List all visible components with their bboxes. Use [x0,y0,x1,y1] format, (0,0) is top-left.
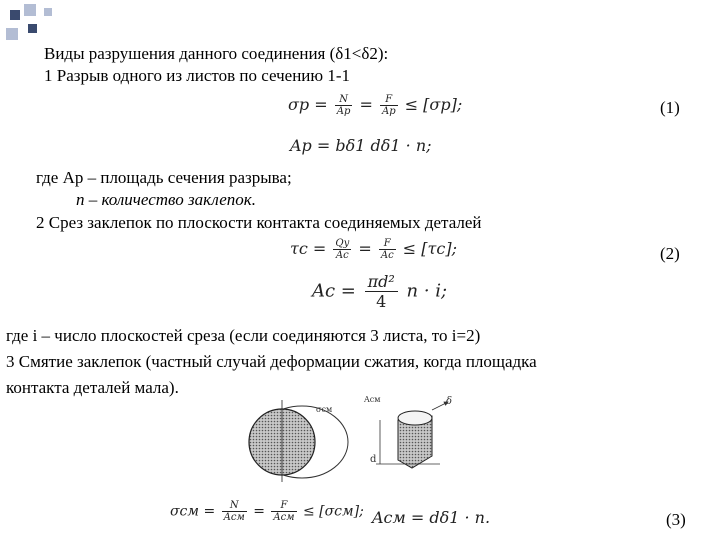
label-delta: δ [446,396,453,407]
label-area-cm: Aсм [364,395,381,404]
label-sigma-cm: σсм [316,405,333,414]
formula-1-frac-2: $\frac{F}{Ap}$ [381,94,396,117]
formula-2-area [312,272,447,311]
text-2-line-2: 3 Смятие заклепок (частный случай деформации сжатия, когда площадка [6,352,537,371]
text-1-line-2: n – количество заклепок. [76,190,256,209]
heading-line-1: Виды разрушения данного соединения (δ1<δ2): [44,44,389,63]
formula-1-frac-1: $\frac{N}{Ap}$ [336,94,351,117]
formula-1-area: Ap = bδ1 dδ1 · n; [290,136,432,155]
text-2-line-3: контакта деталей мала). [6,378,179,397]
formula-2-lhs: τc = [290,239,327,258]
formula-2 [290,238,457,261]
formula-3-number: (3) [666,510,686,529]
heading-line-2: 1 Разрыв одного из листов по сечению 1-1 [44,66,351,85]
formula-2-eq: = [358,239,372,258]
formula-2-area-frac: $\frac{\text{πd²}}{4}$ [365,272,398,311]
formula-1-lhs: σp = [288,95,328,114]
formula-3 [170,500,364,523]
formula-2-rhs: ≤ [τc]; [402,239,457,258]
formula-2-area-lhs: Ac = [312,280,356,302]
formula-3-frac-1: $\frac{N}{\text{Aсм}}$ [223,500,245,523]
formula-1-number: (1) [660,98,680,117]
formula-1 [288,94,462,117]
formula-2-area-rhs: n · i; [406,280,448,302]
decor-square [44,8,52,16]
formula-2-number: (2) [660,244,680,263]
decor-square [28,24,37,33]
rivet-half-cylinder [376,402,448,468]
formula-1-rhs: ≤ [σp]; [404,95,463,114]
formula-2-frac-1: $\frac{Qy}{Ac}$ [335,238,350,261]
formula-1-eq: = [359,95,373,114]
text-1-line-3: 2 Срез заклепок по плоскости контакта соединяемых деталей [36,213,482,232]
label-d: d [370,454,377,465]
text-2-line-1: где i – число плоскостей среза (если соединяются 3 листа, то i=2) [6,326,481,345]
decor-square [6,28,18,40]
formula-3-eq: = [253,503,265,520]
decor-square [24,4,36,16]
formula-3-area: Aсм = dδ1 · n. [372,508,491,527]
bearing-stress-figure [240,390,460,490]
decor-square [10,10,20,20]
formula-2-frac-2: $\frac{F}{Ac}$ [380,238,394,261]
formula-3-lhs: σсм = [170,503,216,520]
text-1-line-1: где Ap – площадь сечения разрыва; [36,168,292,187]
formula-3-frac-2: $\frac{F}{\text{Aсм}}$ [273,500,295,523]
formula-3-rhs: ≤ [σсм]; [302,503,364,520]
